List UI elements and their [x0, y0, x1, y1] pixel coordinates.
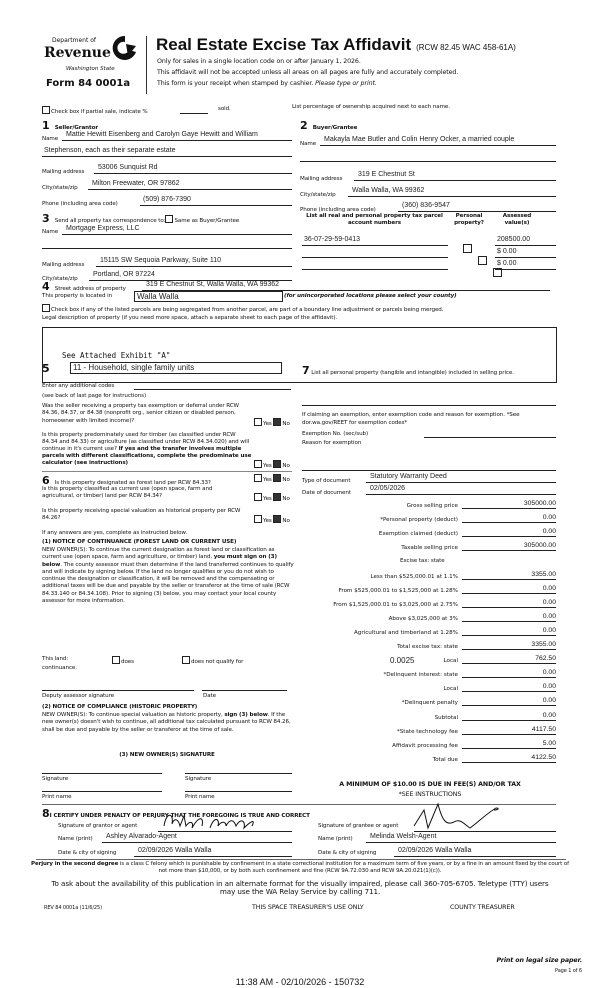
- tax-row-label: Total due: [432, 756, 458, 763]
- tax-row-value[interactable]: 0.00: [542, 598, 556, 606]
- see-back: (see back of last page for instructions): [42, 393, 147, 399]
- doc-date[interactable]: 02/05/2026: [370, 485, 406, 492]
- notice1-heading: (1) NOTICE OF CONTINUANCE (FOREST LAND OR CURRENT USE): [42, 539, 237, 545]
- q-exemption: Was the seller receiving a property tax exemption or deferral under RCW 84.36, 84.37, or 84.38 (nonprofit org., senior citizen or disabled person, homeowner with limited income)?: [42, 403, 239, 424]
- partial-sale-label: Check box if partial sale, indicate %: [51, 109, 148, 115]
- tax-row: [0, 542, 600, 554]
- same-as-buyer-checkbox[interactable]: [165, 215, 173, 223]
- tax-row: [0, 627, 600, 639]
- tax-section-label: Excise tax: state: [400, 558, 445, 565]
- seller-mailing[interactable]: 53006 Sunquist Rd: [98, 164, 158, 171]
- tax-row-label: Less than $525,000.01 at 1.1%: [370, 573, 458, 580]
- grantee-date[interactable]: 02/09/2026 Walla Walla: [398, 847, 472, 854]
- tax-row-value[interactable]: 0.00: [542, 528, 556, 536]
- logo-state: Washington State: [66, 66, 115, 72]
- located-note: (for unincorporated locations please select your county): [284, 293, 457, 299]
- tax-row-value[interactable]: 3355.00: [531, 570, 556, 578]
- tax-row: [0, 641, 600, 653]
- partial-sale-percent-field[interactable]: [180, 113, 208, 114]
- tax-row-value[interactable]: 5.00: [542, 739, 556, 747]
- form-number: Form 84 0001a: [46, 78, 131, 89]
- additional-codes-label: Enter any additional codes: [42, 383, 115, 389]
- tax-row-value[interactable]: 305000.00: [523, 542, 556, 550]
- tax-row-label: Taxable selling price: [401, 545, 458, 552]
- tax-row-label: From $525,000.01 to $1,525,000 at 1.28%: [338, 587, 458, 594]
- tax-row-value[interactable]: 305000.00: [523, 500, 556, 507]
- tax-row-label: Local: [443, 686, 458, 693]
- section-6-number: 6: [42, 474, 50, 487]
- new-owner-signature-2[interactable]: [185, 773, 292, 774]
- personal-property-checkbox[interactable]: [478, 256, 487, 265]
- segregated-label: Check box if any of the listed parcels are being segregated from another parcel, are part of a boundary line adjustment or parcels being merged.: [51, 307, 444, 313]
- exemption-no-label: Exemption No. (sec/sub): [302, 431, 369, 437]
- new-owner-print-1[interactable]: [42, 791, 162, 792]
- notice2-heading: (2) NOTICE OF COMPLIANCE (HISTORIC PROPERTY): [42, 704, 198, 710]
- tax-row: [0, 697, 600, 709]
- seller-city-label: City/state/zip: [42, 185, 78, 191]
- tax-row-label: Exemption claimed (deduct): [378, 531, 458, 538]
- tax-row-label: *State technology fee: [396, 728, 458, 735]
- if-yes: If any answers are yes, complete as instructed below.: [42, 530, 188, 536]
- tax-row-label: *Delinquent penalty: [401, 700, 458, 707]
- corr-name-label: Name: [42, 229, 59, 235]
- tax-row-value[interactable]: 0.00: [542, 669, 556, 677]
- no-label: No: [282, 477, 290, 483]
- tax-row-value[interactable]: 0.00: [542, 697, 556, 705]
- grantor-sig-label: Signature of grantor or agent: [58, 823, 138, 829]
- tax-row-value[interactable]: 4117.50: [531, 725, 556, 733]
- q-timber: Is this property predominately used for timber (as classified under RCW 84.34 and 84.33) or agriculture (as classified under RCW 84.34.020) and will continue in it's current use?: [42, 432, 250, 452]
- use-code-select[interactable]: 11 - Household, single family units: [70, 362, 282, 374]
- grantor-date[interactable]: 02/09/2026 Walla Walla: [138, 847, 212, 854]
- section-8-number: 8: [42, 807, 50, 820]
- buyer-mailing-label: Mailing address: [300, 176, 343, 182]
- tax-row: [0, 712, 600, 724]
- legal-description: See Attached Exhibit "A": [62, 351, 171, 360]
- header-line-3: This form is your receipt when stamped by cashier.: [157, 80, 316, 87]
- notice3-heading: (3) NEW OWNER(S) SIGNATURE: [119, 752, 215, 758]
- correspondence-heading: Send all property tax correspondence to:: [54, 218, 166, 224]
- continuance-label: continuance.: [42, 665, 77, 671]
- rev-number: REV 84 0001a (11/6/25): [44, 905, 102, 911]
- header-divider: [146, 36, 147, 94]
- signature-label-1: Signature: [42, 776, 69, 782]
- notice1-text-a: NEW OWNER(S): To continue the current designation as forest land or classification as current use (open space, farm and agriculture, or timber) land,: [42, 547, 275, 561]
- ownership-note: List percentage of ownership acquired next to each name.: [292, 104, 450, 110]
- tax-row: [0, 754, 600, 766]
- yes-label: Yes: [263, 421, 272, 427]
- tax-row: [0, 655, 600, 667]
- tax-row-value[interactable]: 0.00: [542, 514, 556, 522]
- title-ref: (RCW 82.45 WAC 458-61A): [416, 43, 516, 52]
- parcel-col-assessed: Assessed value(s): [502, 213, 532, 226]
- partial-sale-suffix: sold.: [218, 106, 231, 112]
- no-label: No: [282, 421, 290, 427]
- section-5-number: 5: [42, 362, 50, 375]
- seller-name-line1[interactable]: Mattie Hewitt Eisenberg and Carolyn Gaye Hewitt and William: [66, 131, 258, 138]
- section-2-number: 2: [300, 119, 308, 132]
- grantee-name-label: Name (print): [318, 836, 353, 842]
- please-type: Please type or print.: [315, 80, 377, 87]
- tax-row-value[interactable]: 0.00: [542, 584, 556, 592]
- tax-row-value[interactable]: 0.00: [542, 626, 556, 634]
- seller-heading: Seller/Grantor: [54, 125, 98, 131]
- tax-row: [0, 599, 600, 611]
- seller-phone[interactable]: (509) 876-7390: [143, 196, 191, 203]
- seller-name-line2[interactable]: Stephenson, each as their separate estate: [44, 147, 176, 154]
- tax-row-value[interactable]: 4122.50: [531, 753, 556, 761]
- no-label: No: [282, 463, 290, 469]
- grantor-name[interactable]: Ashley Alvarado-Agent: [106, 833, 177, 840]
- segregated-checkbox[interactable]: [42, 304, 50, 312]
- page-title: Real Estate Excise Tax Affidavit: [156, 35, 412, 54]
- section-1-number: 1: [42, 119, 50, 132]
- notice1-text-b: . The county assessor must then determine if the land transferred continues to qualify and will indicate by signing below. If the land no longer qualifies or you do not wish to continue the designation or classification, it will be removed and the compensating or additional taxes will be due and payable by the seller or transferor at the time of sale (RCW 84.33.140 or 84.34.108). Prior to signing (3) below, you may contact your local county assessor for more information.: [42, 561, 294, 605]
- see-instructions: *SEE INSTRUCTIONS: [398, 791, 462, 798]
- local-rate: 0.0025: [390, 656, 415, 665]
- deputy-sig-label: Deputy assessor signature: [42, 693, 115, 699]
- additional-codes-field[interactable]: [134, 389, 291, 390]
- reason-field[interactable]: [302, 470, 556, 471]
- tax-row-value[interactable]: 0.00: [542, 711, 556, 719]
- notice2-text-a: NEW OWNER(S): To continue special valuation as historic property,: [42, 712, 225, 718]
- grantee-sig-label: Signature of grantee or agent: [318, 823, 399, 829]
- no-label: No: [282, 518, 290, 524]
- tax-row-label: From $1,525,000.01 to $3,025,000 at 2.75%: [333, 601, 458, 608]
- dor-logo-mark-icon: [112, 34, 138, 62]
- alt-format: To ask about the availability of this publication in an alternate format for the visually impaired, please call 360-705-6705. Teletype (TTY) users may use the WA Relay Service by calling 711.: [51, 879, 549, 896]
- grantor-date-label: Date & city of signing: [58, 850, 117, 856]
- buyer-phone-label: Phone (including area code): [300, 207, 376, 213]
- tax-row-label: *Personal property (deduct): [380, 517, 458, 524]
- reason-label: Reason for exemption: [302, 440, 362, 446]
- deputy-date-label: Date: [203, 693, 216, 699]
- grantee-signature[interactable]: [410, 800, 520, 832]
- tax-row-label: *Delinquent interest: state: [383, 672, 458, 679]
- new-owner-print-2[interactable]: [185, 791, 292, 792]
- print-name-label-2: Print name: [185, 794, 215, 800]
- parcel-account[interactable]: 36-07-29-59-0413: [304, 236, 361, 243]
- tax-row: [0, 740, 600, 752]
- tax-row: [0, 613, 600, 625]
- forest-yes-checkbox[interactable]: [254, 474, 262, 482]
- certify-text: I CERTIFY UNDER PENALTY OF PERJURY THAT THE FOREGOING IS TRUE AND CORRECT: [49, 813, 310, 819]
- notice1-bold: you must sign on (3) below: [42, 554, 277, 568]
- exemption-yes-checkbox[interactable]: [254, 418, 262, 426]
- perjury-text: is a class C felony which is punishable by confinement in a state correctional institution for a maximum term of five years, or by a fine in an amount fixed by the court of not more than $10,000, or by both such confinement and fine (RCW 9A.72.030 and RCW 9A.20.021(1)(c)).: [118, 861, 569, 874]
- page-number: Page 1 of 6: [555, 968, 582, 974]
- personal-property-checkbox[interactable]: [463, 244, 472, 253]
- buyer-mailing[interactable]: 319 E Chestnut St: [358, 171, 415, 178]
- doc-type-label: Type of document: [302, 478, 351, 484]
- corr-city-label: City/state/zip: [42, 276, 78, 282]
- section-4-number: 4: [42, 280, 50, 293]
- does-label: does: [121, 659, 134, 665]
- doc-type[interactable]: Statutory Warranty Deed: [370, 473, 447, 480]
- personal-property-label: List all personal property (tangible and intangible) included in selling price.: [311, 370, 514, 376]
- tax-row-value[interactable]: 3355.00: [531, 641, 556, 648]
- header-line-2: This affidavit will not be accepted unless all areas on all pages are fully and accurately completed.: [157, 69, 459, 76]
- property-street[interactable]: 319 E Chestnut St, Walla Walla, WA 99362: [146, 281, 280, 288]
- parcel-assessed[interactable]: 208500.00: [497, 236, 531, 243]
- tax-row-label: Subtotal: [434, 714, 458, 721]
- partial-sale-checkbox[interactable]: [42, 106, 50, 114]
- tax-row-label: Total excise tax: state: [397, 644, 458, 650]
- same-as-buyer-label: Same as Buyer/Grantee: [174, 218, 240, 224]
- parcel-assessed[interactable]: $ 0.00: [497, 260, 517, 267]
- tax-row: [0, 571, 600, 583]
- grantor-signature[interactable]: [160, 808, 270, 832]
- tax-row-label: Gross selling price: [406, 503, 458, 509]
- buyer-phone[interactable]: (360) 836-9547: [402, 202, 450, 209]
- logo-dept: Department of: [52, 37, 96, 44]
- exemption-no-field[interactable]: [424, 437, 556, 438]
- yes-label: Yes: [263, 518, 272, 524]
- buyer-city-label: City/state/zip: [300, 192, 336, 198]
- q-historic: Is this property receiving special valuation as historical property per RCW 84.26?: [42, 508, 241, 522]
- seller-mailing-label: Mailing address: [42, 169, 85, 175]
- parcel-col-personal: Personal property?: [454, 213, 484, 226]
- does-not-label: does not qualify for: [191, 659, 244, 665]
- print-name-label-1: Print name: [42, 794, 72, 800]
- located-label: This property is located in: [42, 293, 113, 299]
- treasurer-space: THIS SPACE TREASURER'S USE ONLY: [252, 904, 364, 911]
- timestamp-stamp: 11:38 AM - 02/10/2026 - 150732: [235, 977, 365, 987]
- tax-row-value[interactable]: 0.00: [542, 683, 556, 691]
- section-3-number: 3: [42, 212, 50, 225]
- corr-city[interactable]: Portland, OR 97224: [93, 271, 155, 278]
- seller-name-label: Name: [42, 136, 59, 142]
- buyer-name-label: Name: [300, 141, 317, 147]
- tax-row-label: Above $3,025,000 at 3%: [388, 615, 458, 622]
- seller-city[interactable]: Milton Freewater, OR 97862: [92, 180, 180, 187]
- minimum-due: A MINIMUM OF $10.00 IS DUE IN FEE(S) AND/OR TAX: [339, 781, 521, 788]
- yes-label: Yes: [263, 463, 272, 469]
- tax-row: [0, 585, 600, 597]
- header-line-1: Only for sales in a single location code on or after January 1, 2026.: [157, 58, 361, 65]
- tax-row-value[interactable]: 762.50: [535, 655, 556, 663]
- doc-date-label: Date of document: [302, 490, 351, 496]
- legal-label: Legal description of property (if you need more space, attach a separate sheet to each page of the affidavit).: [42, 315, 338, 321]
- new-owner-signature-1[interactable]: [42, 773, 162, 774]
- buyer-city[interactable]: Walla Walla, WA 99362: [352, 187, 425, 194]
- tax-row: [0, 500, 600, 512]
- located-select[interactable]: Walla Walla: [134, 291, 283, 302]
- perjury-bold: Perjury in the second degree: [31, 861, 119, 867]
- exemption-no-checkbox[interactable]: [273, 418, 281, 426]
- grantee-date-label: Date & city of signing: [318, 850, 377, 856]
- corr-mailing[interactable]: 15115 SW Sequoia Parkway, Suite 110: [100, 257, 222, 264]
- tax-row: [0, 514, 600, 526]
- buyer-name[interactable]: Makayla Mae Butler and Colin Henry Ocker, a married couple: [324, 136, 515, 143]
- grantee-name[interactable]: Melinda Welsh-Agent: [370, 833, 437, 840]
- yes-label: Yes: [263, 477, 272, 483]
- street-label: Street address of property: [54, 286, 126, 292]
- buyer-heading: Buyer/Grantee: [312, 125, 358, 131]
- parcel-col-account: List all real and personal property tax parcel account numbers: [306, 213, 443, 226]
- tax-row: [0, 726, 600, 738]
- county-treasurer: COUNTY TREASURER: [450, 904, 515, 911]
- personal-property-field[interactable]: [302, 405, 556, 406]
- tax-row: [0, 528, 600, 540]
- corr-name[interactable]: Mortgage Express, LLC: [66, 225, 140, 232]
- exemption-intro: If claiming an exemption, enter exemption code and reason for exemption. *See dor.wa.gov/REET for exemption codes*: [302, 412, 520, 426]
- tax-row-label: Affidavit processing fee: [392, 742, 458, 749]
- tax-row-label: Local: [443, 658, 458, 665]
- grantor-name-label: Name (print): [58, 836, 93, 842]
- section-7-number: 7: [302, 364, 310, 377]
- print-legal: Print on legal size paper.: [496, 957, 582, 964]
- corr-mailing-label: Mailing address: [42, 262, 85, 268]
- timber-yes-checkbox[interactable]: [254, 460, 262, 468]
- no-label: No: [282, 496, 290, 502]
- notice2-text-b: . If the new owner(s) doesn't wish to continue, all additional tax calculated pursuant to RCW 84.26, shall be due and payable by the seller or transferor at the time of sale.: [42, 712, 291, 733]
- tax-row-value[interactable]: 0.00: [542, 612, 556, 620]
- q-current: Is this property classified as current use (open space, farm and agricultural, or timber) land per RCW 84.34?: [42, 486, 213, 500]
- tax-row-label: Agricultural and timberland at 1.28%: [353, 629, 458, 636]
- title-row: [156, 35, 516, 54]
- notice2-bold: sign (3) below: [224, 712, 268, 718]
- forest-no-checkbox[interactable]: [273, 474, 281, 482]
- q-forest: Is this property designated as forest land per RCW 84.33?: [54, 480, 211, 486]
- tax-row: [0, 683, 600, 695]
- signature-label-2: Signature: [185, 776, 212, 782]
- parcel-assessed[interactable]: $ 0.00: [497, 248, 517, 255]
- logo-revenue: Revenue: [44, 45, 111, 61]
- seller-phone-label: Phone (including area code): [42, 201, 118, 207]
- q-timber-bold: If yes and the transfer involves multiple parcels with different classifications, complete the predominate use calculator (see instructions): [42, 446, 252, 466]
- timber-no-checkbox[interactable]: [273, 460, 281, 468]
- tax-row: [0, 669, 600, 681]
- yes-label: Yes: [263, 496, 272, 502]
- this-land-label: This land:: [42, 656, 69, 662]
